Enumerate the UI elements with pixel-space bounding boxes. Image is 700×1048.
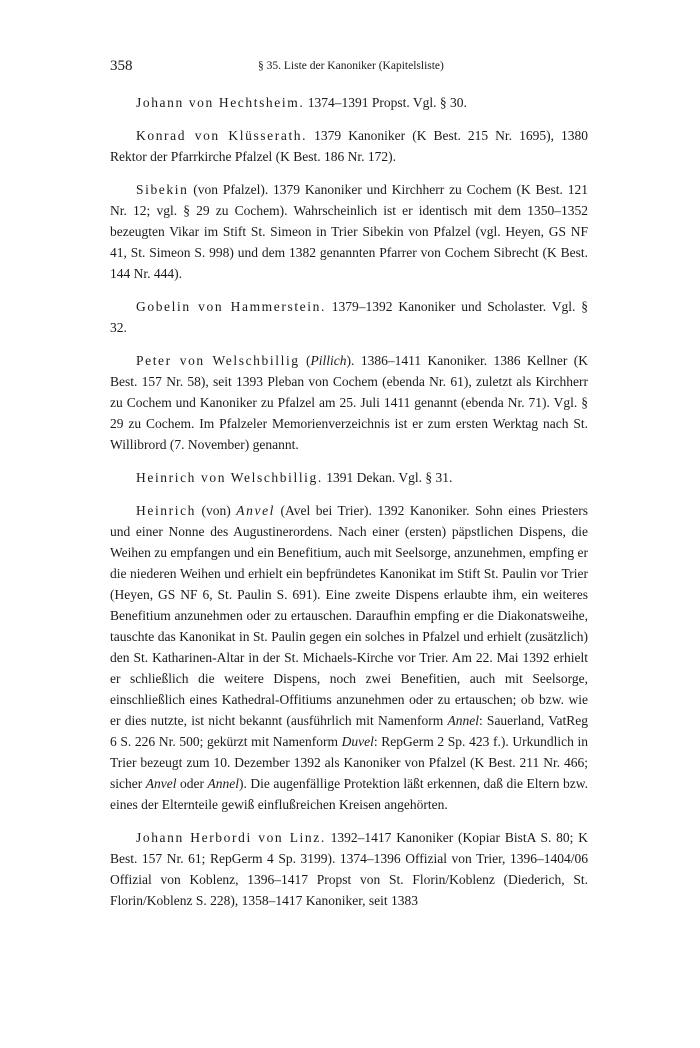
entry-variant-name: Duvel (341, 734, 374, 749)
entry-peter-welschbillig (110, 350, 588, 455)
entry-text: ). 1386–1411 Kanoniker. 1386 Kellner (K Best. 157 Nr. 58), seit 1393 Pleban von Cochem (ebenda Nr. 61), zuletzt als Kirchherr zu Cochem und Kanoniker zu Pfalzel am 25. Juli 1411 genannt (ebenda Nr. 71). Vgl. § 29 zu Cochem. Im Pfalzeler Memorienverzeichnis ist er zum ersten Werktag nach St. Willibrord (7. November) genannt. (110, 353, 588, 452)
entry-heinrich-welschbillig (110, 467, 588, 488)
entry-name: Sibekin (136, 182, 189, 197)
entry-text: 1379 Kanoniker (K Best. 215 Nr. 1695), 1380 Rektor der Pfarrkirche Pfalzel (K Best. 186 Nr. 172). (110, 128, 588, 164)
entry-variant-name: Anvel (236, 503, 276, 518)
entry-name: Peter von Welschbillig (136, 353, 300, 368)
entry-kluesserath (110, 125, 588, 167)
main-text (110, 92, 588, 923)
entry-hechtsheim (110, 92, 588, 113)
entry-name: Johann von Hechtsheim. (136, 95, 305, 110)
entry-text: 1392–1417 Kanoniker (Kopiar BistA S. 80; K Best. 157 Nr. 61; RepGerm 4 Sp. 3199). 1374–1396 Offizial von Trier, 1396–1404/06 Offizial von Koblenz, 1396–1417 Propst von St. Florin/Koblenz (Diederich, St. Florin/Koblenz S. 228), 1358–1417 Kanoniker, seit 1383 (110, 830, 588, 908)
entry-name: Heinrich (136, 503, 197, 518)
entry-text: (von) (196, 503, 237, 518)
entry-variant-name: Annel (447, 713, 479, 728)
entry-text: oder (176, 776, 208, 791)
entry-text: ). Die augenfällige Protektion läßt erkennen, daß die Eltern bzw. eines der Elternteile gewiß einflußreichen Kreisen angehörten. (110, 776, 588, 812)
entry-variant-name: Pillich (310, 353, 347, 368)
entry-variant-name: Anvel (145, 776, 177, 791)
entry-herbordi-linz (110, 827, 588, 911)
entry-text: : Sauerland, VatReg 6 S. 226 Nr. 500; gekürzt mit Namenform (110, 713, 589, 749)
entry-text: (Avel bei Trier). 1392 Kanoniker. Sohn eines Priesters und einer Nonne des Augustinerordens. Nach einer (ersten) päpstlichen Dispens, die Weihen zu empfangen und ein Benefitium, auch mit Seelsorge, anzunehmen, empfing er die niederen Weihen und erhielt ein bepfründetes Kanonikat im Stift St. Paulin vor Trier (Heyen, GS NF 6, St. Paulin S. 691). Eine zweite Dispens erlaubte ihm, ein weiteres Benefitium anzunehmen oder zu ertauschen. Daraufhin empfing er die Diakonatsweihe, tauschte das Kanonikat in St. Paulin gegen ein solches in Pfalzel und erhielt (zusätzlich) den St. Katharinen-Altar in der St. Michaels-Kirche vor Trier. Am 22. Mai 1392 erhielt er schließlich die weitere Dispens, noch zwei Benefitien, auch mit Seelsorge, einschließlich eines Kathedral-Offitiums anzunehmen oder zu ertauschen; ob bzw. wie er dies nutzte, ist nicht bekannt (ausführlich mit Namenform (110, 503, 588, 728)
running-title: § 35. Liste der Kanoniker (Kapitelsliste) (258, 60, 444, 72)
entry-text: 1374–1391 Propst. Vgl. § 30. (304, 95, 467, 110)
entry-hammerstein (110, 296, 588, 338)
page-header (110, 58, 588, 78)
entry-name: Gobelin von Hammerstein. (136, 299, 326, 314)
entry-text: 1391 Dekan. Vgl. § 31. (322, 470, 453, 485)
entry-variant-name: Annel (207, 776, 239, 791)
entry-text: 1379–1392 Kanoniker und Scholaster. Vgl. § 32. (110, 299, 588, 335)
entry-sibekin (110, 179, 588, 284)
page-number: 358 (110, 58, 133, 74)
entry-text: (von Pfalzel). 1379 Kanoniker und Kirchherr zu Cochem (K Best. 121 Nr. 12; vgl. § 29 zu Cochem). Wahrscheinlich ist er identisch mit dem 1350–1352 bezeugten Vikar im Stift St. Simeon in Trier Sibekin von Pfalzel (vgl. Heyen, GS NF 41, St. Simeon S. 998) und dem 1382 genannten Pfarrer von Cochem Sibrecht (K Best. 144 Nr. 444). (110, 182, 588, 281)
entry-name: Heinrich von Welschbillig. (136, 470, 323, 485)
entry-text: ( (299, 353, 311, 368)
entry-name: Johann Herbordi von Linz. (136, 830, 326, 845)
entry-text: : RepGerm 2 Sp. 423 f.). Urkundlich in Trier bezeugt zum 10. Dezember 1392 als Kanoniker von Pfalzel (K Best. 211 Nr. 466; sicher (110, 734, 588, 791)
entry-heinrich-anvel (110, 500, 588, 815)
entry-name: Konrad von Klüsserath. (136, 128, 308, 143)
